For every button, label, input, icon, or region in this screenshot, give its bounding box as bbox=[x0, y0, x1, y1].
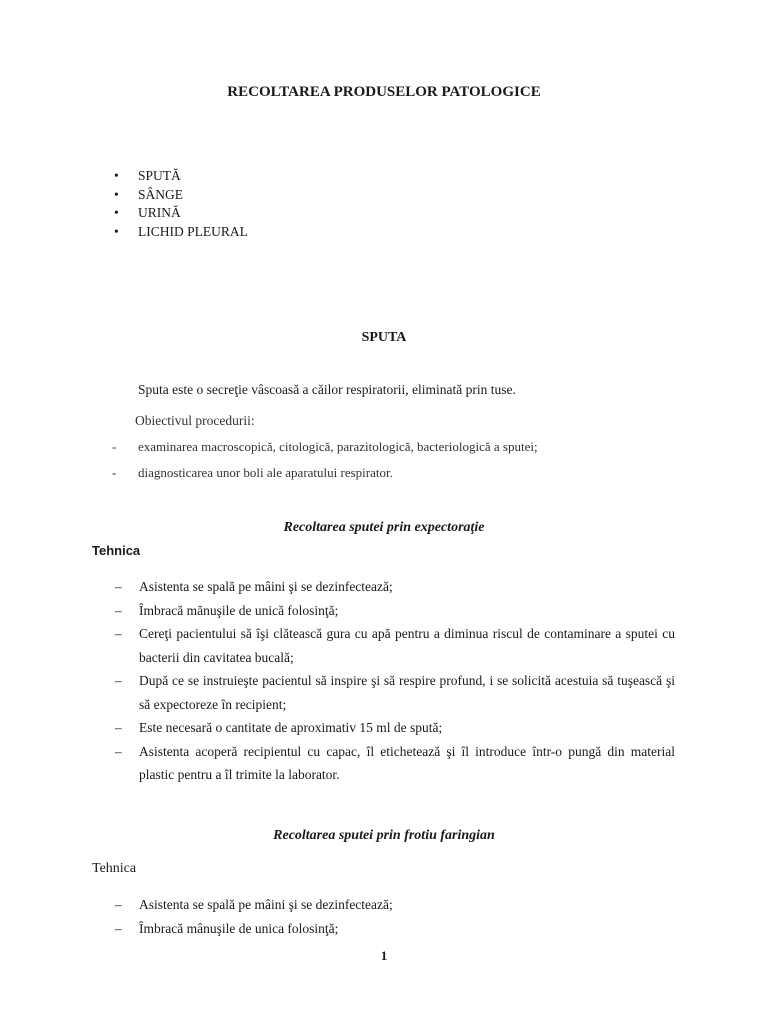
list-item-label: URINĂ bbox=[138, 205, 181, 220]
list-item bbox=[115, 740, 675, 787]
subsection-title: Recoltarea sputei prin frotiu faringian bbox=[273, 828, 495, 843]
step-text: După ce se instruieşte pacientul să inspire şi să respire profund, i se solicită acestuia să tuşească şi să expectoreze în recipient; bbox=[139, 673, 675, 712]
list-item bbox=[114, 223, 248, 242]
step-text: Cereţi pacientului să îşi clătească gura cu apă pentru a diminua riscul de contaminare a sputei cu bacterii din cavitatea bucală; bbox=[139, 626, 675, 665]
list-item bbox=[112, 464, 538, 490]
objective-heading: Obiectivul procedurii: bbox=[135, 413, 255, 428]
list-item bbox=[115, 917, 675, 941]
objective-text: examinarea macroscopică, citologică, parazitologică, bacteriologică a sputei; bbox=[138, 439, 538, 454]
objective-list bbox=[112, 438, 538, 490]
bullet-icon: • bbox=[114, 223, 119, 239]
step-text: Asistenta se spală pe mâini şi se dezinfectează; bbox=[139, 579, 393, 594]
dash-icon: - bbox=[112, 465, 117, 480]
list-item bbox=[112, 438, 538, 464]
objective-text: diagnosticarea unor boli ale aparatului respirator. bbox=[138, 465, 393, 480]
list-item bbox=[114, 186, 248, 205]
document-title: RECOLTAREA PRODUSELOR PATOLOGICE bbox=[227, 84, 541, 100]
bullet-icon: • bbox=[114, 205, 119, 220]
bullet-icon: • bbox=[114, 186, 119, 202]
technique-label: Tehnica bbox=[92, 861, 137, 876]
step-text: Îmbracă mânuşile de unica folosinţă; bbox=[139, 920, 339, 936]
dash-icon: – bbox=[115, 897, 122, 912]
definition-paragraph: Sputa este o secreţie vâscoasă a căilor respiratorii, eliminată prin tuse. bbox=[138, 382, 516, 397]
list-item bbox=[115, 599, 675, 623]
dash-icon: – bbox=[115, 920, 122, 936]
dash-icon: – bbox=[115, 720, 122, 735]
list-item bbox=[115, 716, 675, 740]
list-item-label: LICHID PLEURAL bbox=[138, 223, 248, 239]
list-item-label: SPUTĂ bbox=[138, 168, 181, 183]
step-text: Asistenta se spală pe mâini şi se dezinfectează; bbox=[139, 897, 393, 912]
list-item-label: SÂNGE bbox=[138, 186, 184, 202]
subsection-title: Recoltarea sputei prin expectoraţie bbox=[283, 520, 485, 535]
page-number: 1 bbox=[380, 948, 388, 963]
specimen-list bbox=[114, 167, 248, 241]
section-title: SPUTA bbox=[361, 330, 407, 345]
list-item bbox=[115, 622, 675, 669]
step-text: Este necesară o cantitate de aproximativ 15 ml de spută; bbox=[139, 720, 443, 735]
technique-steps bbox=[115, 893, 675, 940]
step-text: Asistenta acoperă recipientul cu capac, îl etichetează şi îl introduce într-o pungă din material plastic pentru a îl trimite la laborator. bbox=[139, 743, 675, 782]
step-text: Îmbracă mănuşile de unică folosinţă; bbox=[139, 602, 339, 618]
dash-icon: – bbox=[115, 626, 122, 641]
list-item bbox=[115, 575, 675, 599]
dash-icon: - bbox=[112, 439, 117, 454]
list-item bbox=[114, 204, 248, 223]
bullet-icon: • bbox=[114, 168, 119, 183]
list-item bbox=[115, 669, 675, 716]
list-item bbox=[114, 167, 248, 186]
dash-icon: – bbox=[115, 673, 122, 688]
dash-icon: – bbox=[115, 579, 122, 594]
technique-steps bbox=[115, 575, 675, 787]
dash-icon: – bbox=[115, 743, 122, 759]
list-item bbox=[115, 893, 675, 917]
dash-icon: – bbox=[115, 602, 122, 618]
technique-label: Tehnica bbox=[92, 543, 141, 558]
